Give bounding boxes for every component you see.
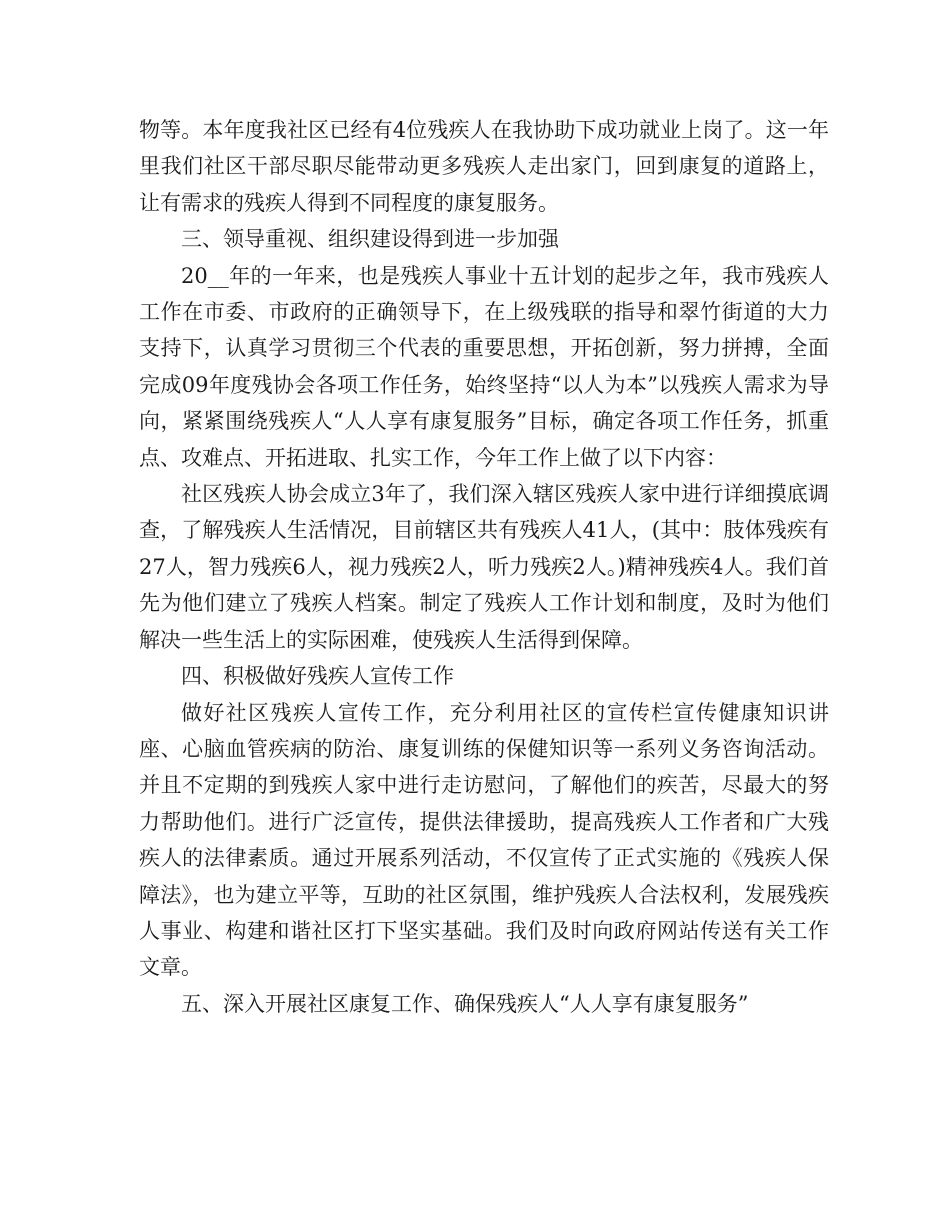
section-heading-three: 三、领导重视、组织建设得到进一步加强	[181, 227, 559, 252]
paragraph-annual-overview: 20__年的一年来，也是残疾人事业十五计划的起步之年，我市残疾人工作在市委、市政府的正确领导下，在上级残联的指导和翠竹街道的大力支持下，认真学习贯彻三个代表的重要思想，开拓创新，努力拼搏，全面完成09年度残协会各项工作任务，始终坚持“以人为本”以残疾人需求为导向，紧紧围绕残疾人“人人享有康复服务”目标，确定各项工作任务，抓重点、攻难点、开拓进取、扎实工作，今年工作上做了以下内容：	[139, 263, 829, 470]
document-page	[139, 112, 829, 1022]
section-heading-five: 五、深入开展社区康复工作、确保残疾人“人人享有康复服务”	[181, 991, 749, 1016]
paragraph-publicity-work: 做好社区残疾人宣传工作，充分利用社区的宣传栏宣传健康知识讲座、心脑血管疾病的防治、康复训练的保健知识等一系列义务咨询活动。并且不定期的到残疾人家中进行走访慰问，了解他们的疾苦，尽最大的努力帮助他们。进行广泛宣传，提供法律援助，提高残疾人工作者和广大残疾人的法律素质。通过开展系列活动，不仅宣传了正式实施的《残疾人保障法》，也为建立平等，互助的社区氛围，维护残疾人合法权利，发展残疾人事业、构建和谐社区打下坚实基础。我们及时向政府网站传送有关工作文章。	[139, 700, 829, 980]
paragraph-association-survey: 社区残疾人协会成立3年了，我们深入辖区残疾人家中进行详细摸底调查，了解残疾人生活情况，目前辖区共有残疾人41人，(其中：肢体残疾有27人，智力残疾6人，视力残疾2人，听力残疾2人。)精神残疾4人。我们首先为他们建立了残疾人档案。制定了残疾人工作计划和制度，及时为他们解决一些生活上的实际困难，使残疾人生活得到保障。	[139, 482, 829, 652]
section-heading-four: 四、积极做好残疾人宣传工作	[181, 664, 454, 689]
paragraph-continuation: 物等。本年度我社区已经有4位残疾人在我协助下成功就业上岗了。这一年里我们社区干部尽职尽能带动更多残疾人走出家门，回到康复的道路上，让有需求的残疾人得到不同程度的康复服务。	[139, 118, 829, 215]
